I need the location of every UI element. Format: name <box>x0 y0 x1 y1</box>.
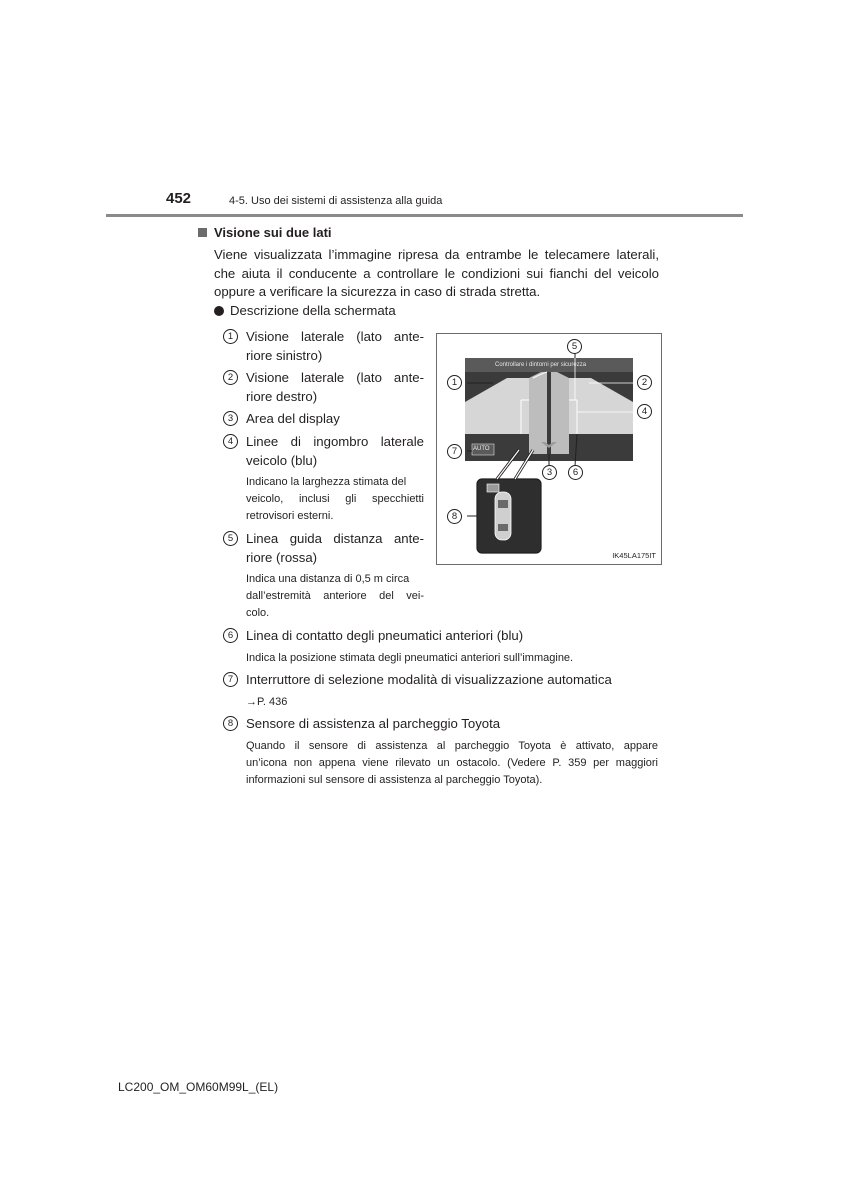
item-text: riore sinistro) <box>246 347 323 363</box>
item-note <box>246 738 658 789</box>
item-text: Sensore di assistenza al parcheggio Toyota <box>246 716 501 731</box>
note-line: informazioni sul sensore di assistenza al parcheggio Toyota). <box>246 774 543 786</box>
item-text: Linea guida distanza ante- <box>246 531 424 546</box>
item-number: 4 <box>223 434 238 449</box>
callout-6: 6 <box>568 465 583 480</box>
intro-paragraph: Viene visualizzata l’immagine ripresa da entrambe le telecamere laterali, che aiuta il conducente a controllare le condizioni sui fianchi del veicolo oppure a verificare la sicurezza in caso di strada stretta. <box>214 247 659 299</box>
screen-banner: Controllare i dintorni per sicurezza <box>495 362 587 368</box>
note-line: Quando il sensore di assistenza al parcheggio Toyota è attivato, appare <box>246 740 658 752</box>
item-text: riore (rossa) <box>246 549 318 565</box>
section-title: 4-5. Uso dei sistemi di assistenza alla guida <box>229 195 443 207</box>
item-text: Linee di ingombro laterale <box>246 434 424 449</box>
subheading-text: Visione sui due lati <box>214 225 332 240</box>
callout-8: 8 <box>447 509 462 524</box>
item-text: Interruttore di selezione modalità di visualizzazione automatica <box>246 672 612 687</box>
page-reference: →P. 436 <box>246 696 288 708</box>
item-text: Linea di contatto degli pneumatici anteriori (blu) <box>246 628 524 643</box>
side-view-screen-illustration <box>437 334 661 564</box>
footer-code: LC200_OM_OM60M99L_(EL) <box>118 1080 279 1094</box>
item-text: Area del display <box>246 411 340 426</box>
item-text: Visione laterale (lato ante- <box>246 329 424 344</box>
item-text: veicolo (blu) <box>246 452 318 468</box>
bullet-dot-icon <box>214 306 224 316</box>
note-line: veicolo, inclusi gli specchietti <box>246 493 424 505</box>
note-line: dall’estremità anteriore del vei- <box>246 590 424 602</box>
page-number: 452 <box>166 190 192 207</box>
item-number: 2 <box>223 370 238 385</box>
figure-code: IK45LA175IT <box>612 551 656 560</box>
display-figure <box>436 333 662 565</box>
item-number: 6 <box>223 628 238 643</box>
square-bullet-icon <box>198 228 207 237</box>
item-note <box>246 474 424 525</box>
note-line: un’icona non appena viene rilevato un ostacolo. (Vedere P. 359 per maggiori <box>246 757 658 769</box>
note-line: retrovisori esterni. <box>246 510 334 522</box>
callout-7: 7 <box>447 444 462 459</box>
item-number: 3 <box>223 411 238 426</box>
item-text: Visione laterale (lato ante- <box>246 370 424 385</box>
callout-5: 5 <box>567 339 582 354</box>
bullet-line <box>214 303 396 318</box>
header-rule <box>106 214 743 217</box>
subheading <box>198 225 332 240</box>
item-note: Indica la posizione stimata degli pneumatici anteriori sull’immagine. <box>246 652 574 664</box>
callout-3: 3 <box>542 465 557 480</box>
auto-mode-button: AUTO <box>473 446 490 452</box>
item-note <box>246 571 424 622</box>
callout-1: 1 <box>447 375 462 390</box>
note-line: Indicano la larghezza stimata del <box>246 476 407 488</box>
item-number: 8 <box>223 716 238 731</box>
callout-2: 2 <box>637 375 652 390</box>
note-line: colo. <box>246 607 270 619</box>
item-text: riore destro) <box>246 388 318 404</box>
item-number: 1 <box>223 329 238 344</box>
bullet-text: Descrizione della schermata <box>230 303 396 318</box>
item-number: 7 <box>223 672 238 687</box>
callout-4: 4 <box>637 404 652 419</box>
note-line: Indica una distanza di 0,5 m circa <box>246 573 410 585</box>
item-number: 5 <box>223 531 238 546</box>
